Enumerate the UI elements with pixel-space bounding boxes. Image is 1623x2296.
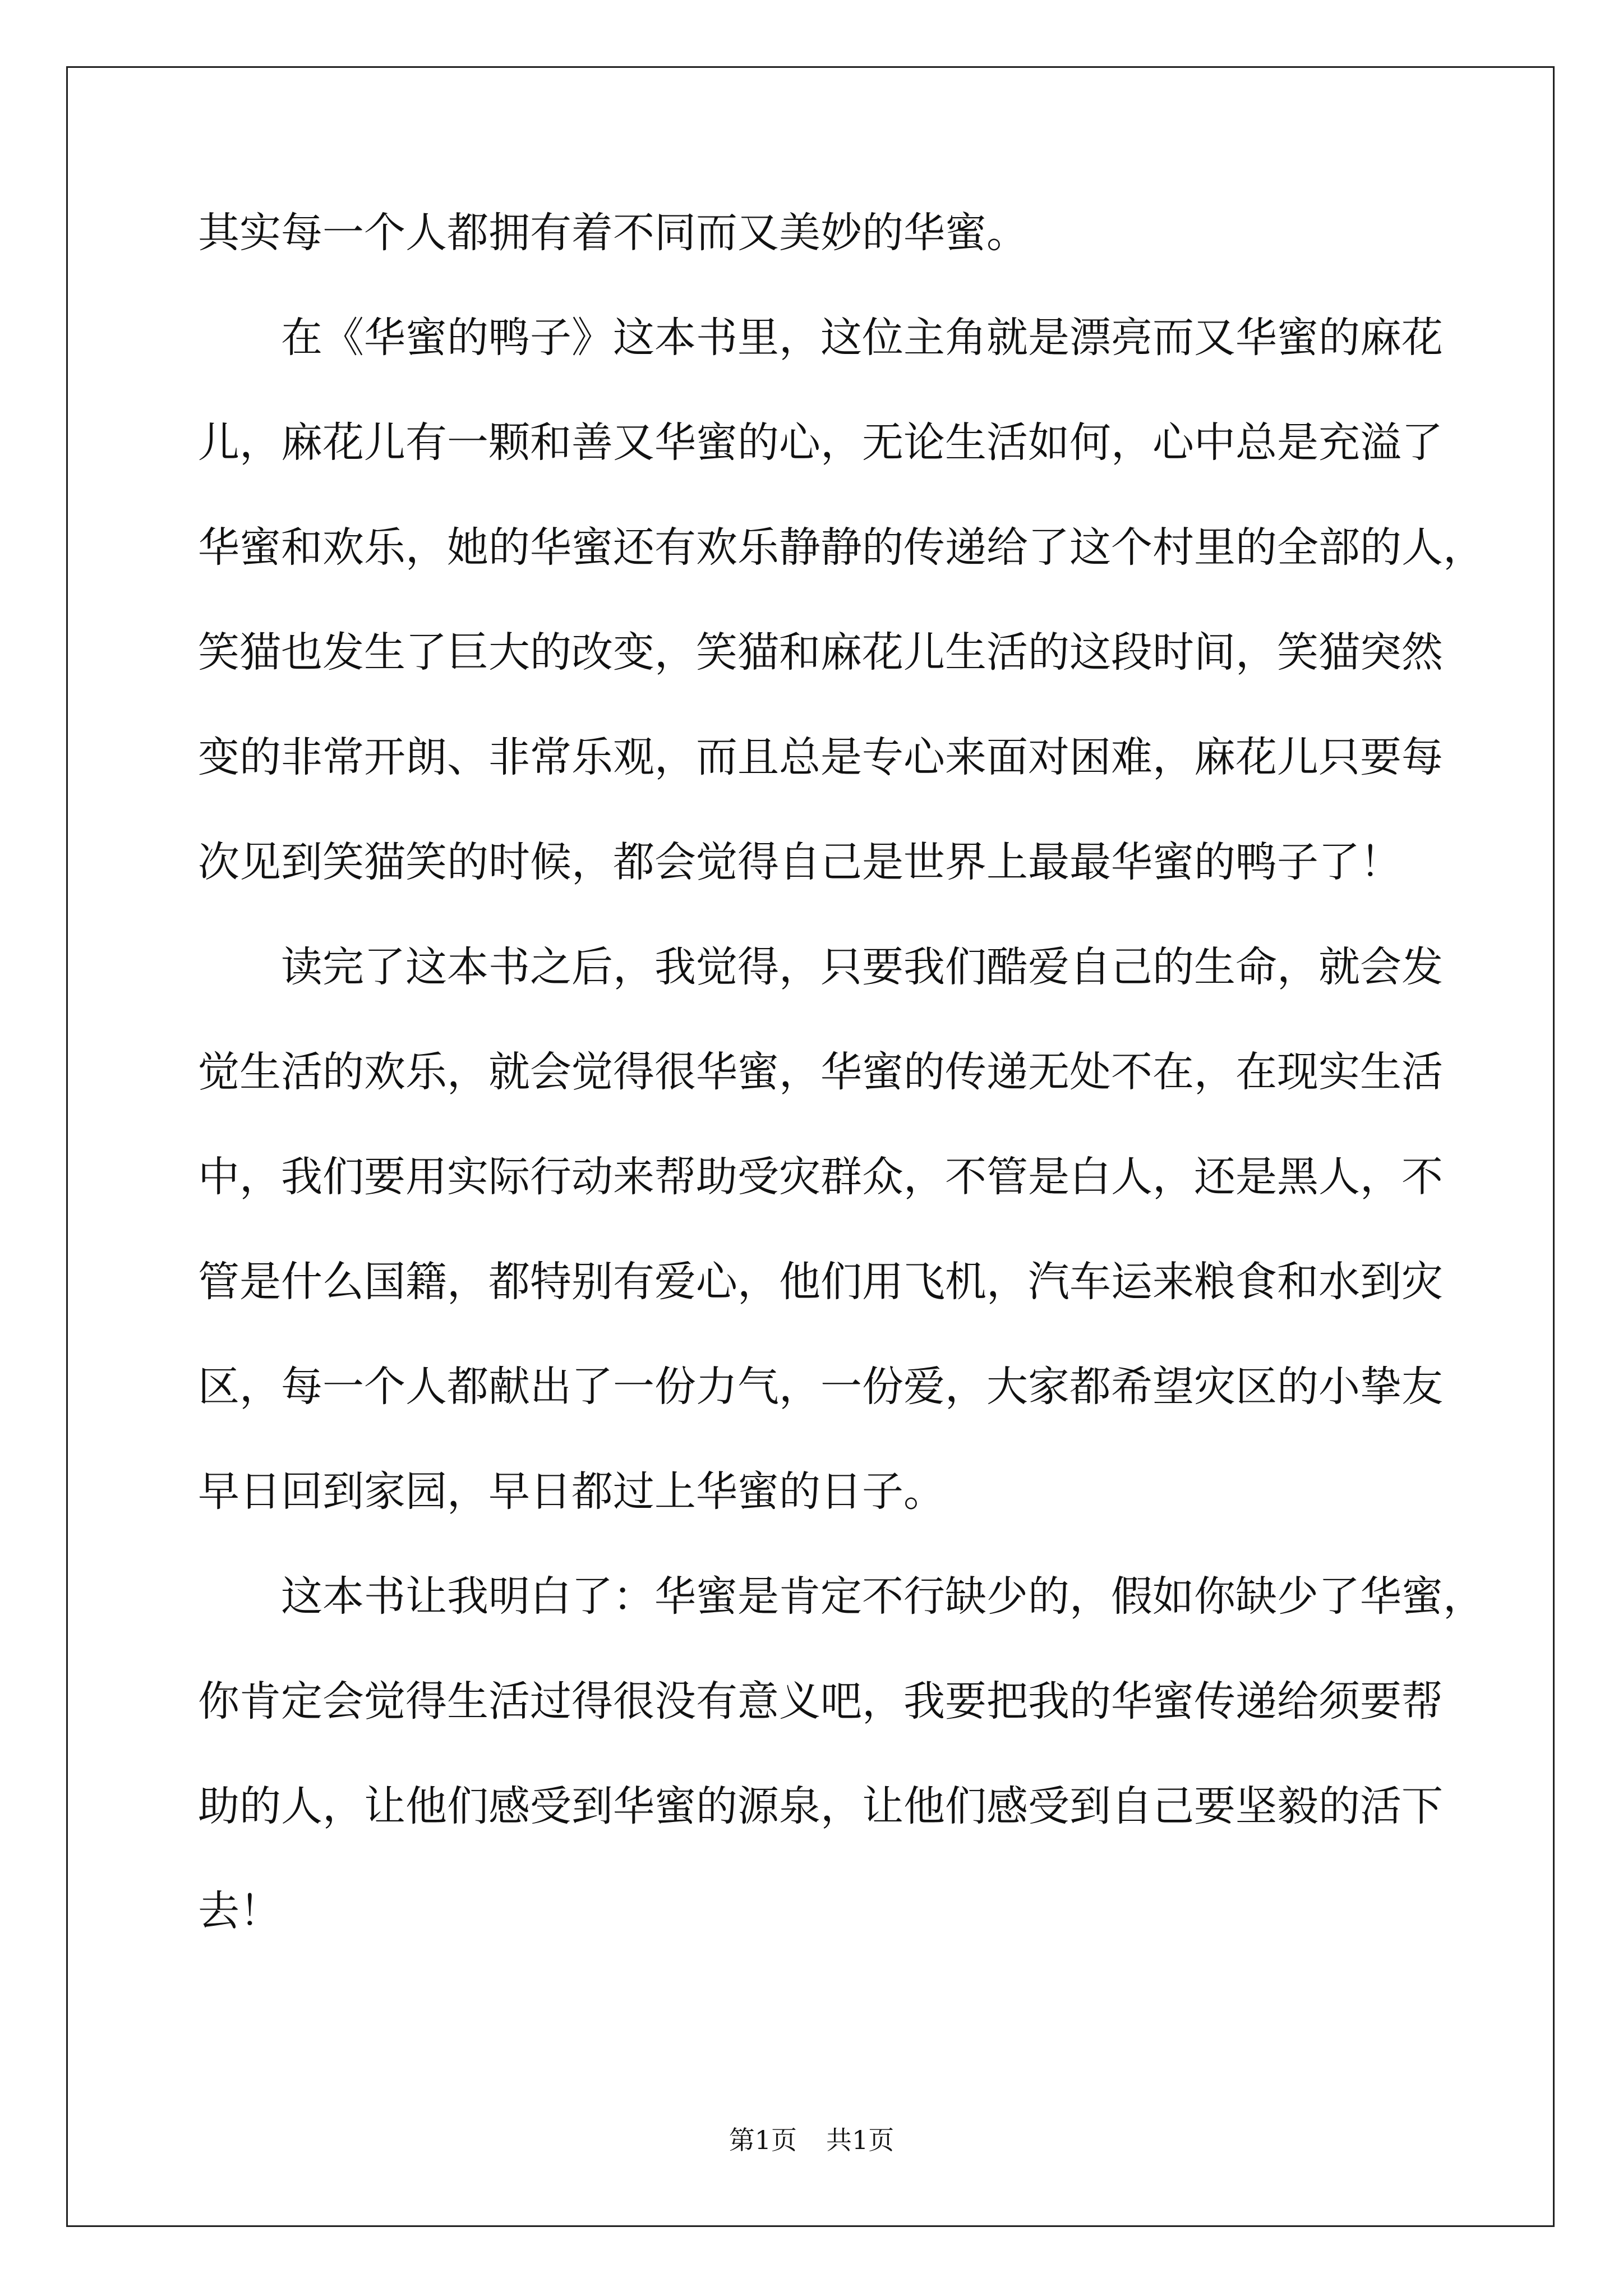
page-number: 第1页 bbox=[728, 2125, 797, 2155]
text-line: 中，我们要用实际行动来帮助受灾群众，不管是白人，还是黑人，不 bbox=[198, 1153, 1443, 1201]
text-line: 觉生活的欢乐，就会觉得很华蜜，华蜜的传递无处不在，在现实生活 bbox=[198, 1048, 1443, 1096]
text-line: 早日回到家园，早日都过上华蜜的日子。 bbox=[198, 1467, 945, 1516]
page-total: 共1页 bbox=[826, 2125, 895, 2155]
text-line: 助的人，让他们感受到华蜜的源泉，让他们感受到自己要坚毅的活下 bbox=[198, 1782, 1443, 1830]
paragraph-start-line: 读完了这本书之后，我觉得，只要我们酷爱自己的生命，就会发 bbox=[281, 943, 1443, 991]
text-line: 区，每一个人都献出了一份力气，一份爱，大家都希望灾区的小挚友 bbox=[198, 1363, 1443, 1411]
paragraph-start-line: 在《华蜜的鸭子》这本书里，这位主角就是漂亮而又华蜜的麻花 bbox=[281, 314, 1443, 362]
paragraph-start-line: 这本书让我明白了：华蜜是肯定不行缺少的，假如你缺少了华蜜， bbox=[281, 1572, 1484, 1621]
text-line: 管是什么国籍，都特别有爱心，他们用飞机，汽车运来粮食和水到灾 bbox=[198, 1258, 1443, 1306]
page-footer bbox=[0, 2123, 1623, 2157]
text-line: 其实每一个人都拥有着不同而又美妙的华蜜。 bbox=[198, 209, 1028, 257]
text-line: 笑猫也发生了巨大的改变，笑猫和麻花儿生活的这段时间，笑猫突然 bbox=[198, 628, 1443, 677]
page-border bbox=[66, 66, 1555, 2227]
text-line: 去！ bbox=[198, 1887, 281, 1935]
text-line: 次见到笑猫笑的时候，都会觉得自己是世界上最最华蜜的鸭子了！ bbox=[198, 838, 1401, 886]
text-line: 儿，麻花儿有一颗和善又华蜜的心，无论生活如何，心中总是充溢了 bbox=[198, 418, 1443, 467]
text-line: 变的非常开朗、非常乐观，而且总是专心来面对困难，麻花儿只要每 bbox=[198, 733, 1443, 781]
text-line: 华蜜和欢乐，她的华蜜还有欢乐静静的传递给了这个村里的全部的人， bbox=[198, 523, 1484, 572]
text-line: 你肯定会觉得生活过得很没有意义吧，我要把我的华蜜传递给须要帮 bbox=[198, 1677, 1443, 1726]
